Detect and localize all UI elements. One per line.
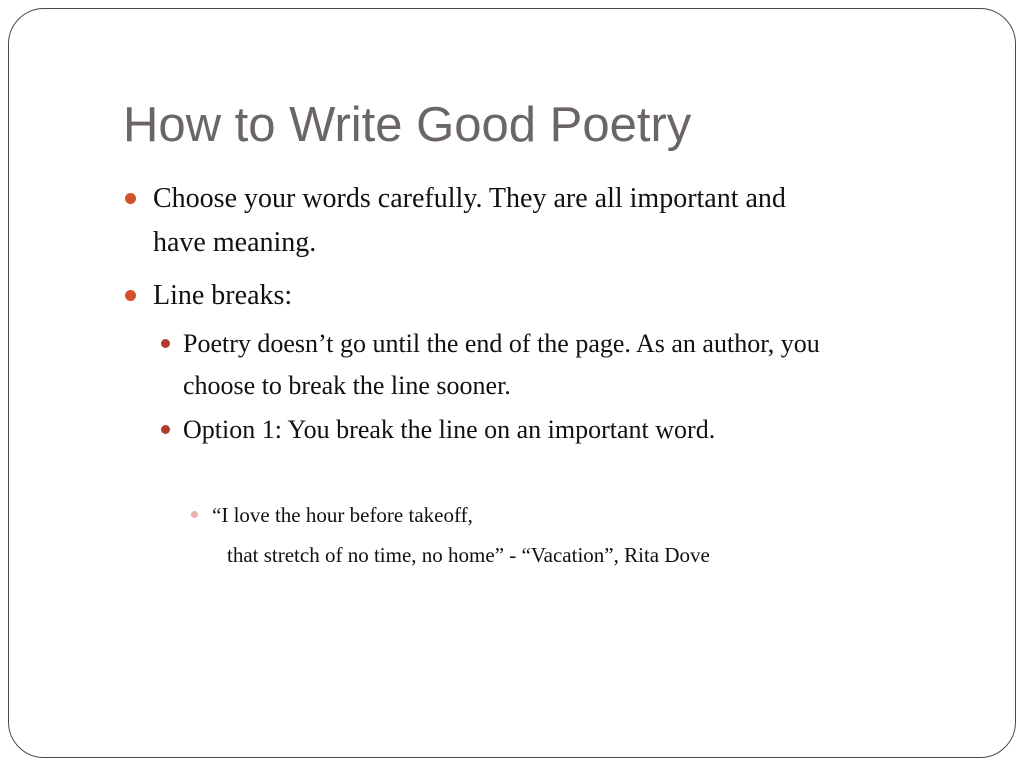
slide (8, 8, 1016, 758)
subbullet-text-line2: choose to break the line sooner. (183, 371, 511, 400)
bullet-line-breaks (153, 274, 292, 318)
quote-vacation-rita-dove (212, 495, 710, 575)
bullet-dot-icon (125, 290, 136, 301)
subbullet-text-line1: Poetry doesn’t go until the end of the page. As an author, you (183, 329, 820, 358)
bullet-text-line1: Choose your words carefully. They are all important and (153, 183, 786, 214)
bullet-dot-icon (125, 193, 136, 204)
bullet-text-line2: have meaning. (153, 227, 317, 258)
bullet-dot-icon (161, 339, 170, 348)
bullet-choose-words (153, 177, 786, 265)
quote-line2: that stretch of no time, no home” - “Vacation”, Rita Dove (227, 543, 710, 567)
slide-title: How to Write Good Poetry (123, 98, 692, 152)
subbullet-option-1 (183, 409, 715, 451)
quote-line1: “I love the hour before takeoff, (212, 503, 473, 527)
bullet-dot-icon (191, 511, 198, 518)
subbullet-poetry-end-of-page (183, 323, 820, 407)
bullet-text: Line breaks: (153, 280, 293, 311)
subbullet-text: Option 1: You break the line on an important word. (183, 415, 716, 444)
bullet-dot-icon (161, 425, 170, 434)
